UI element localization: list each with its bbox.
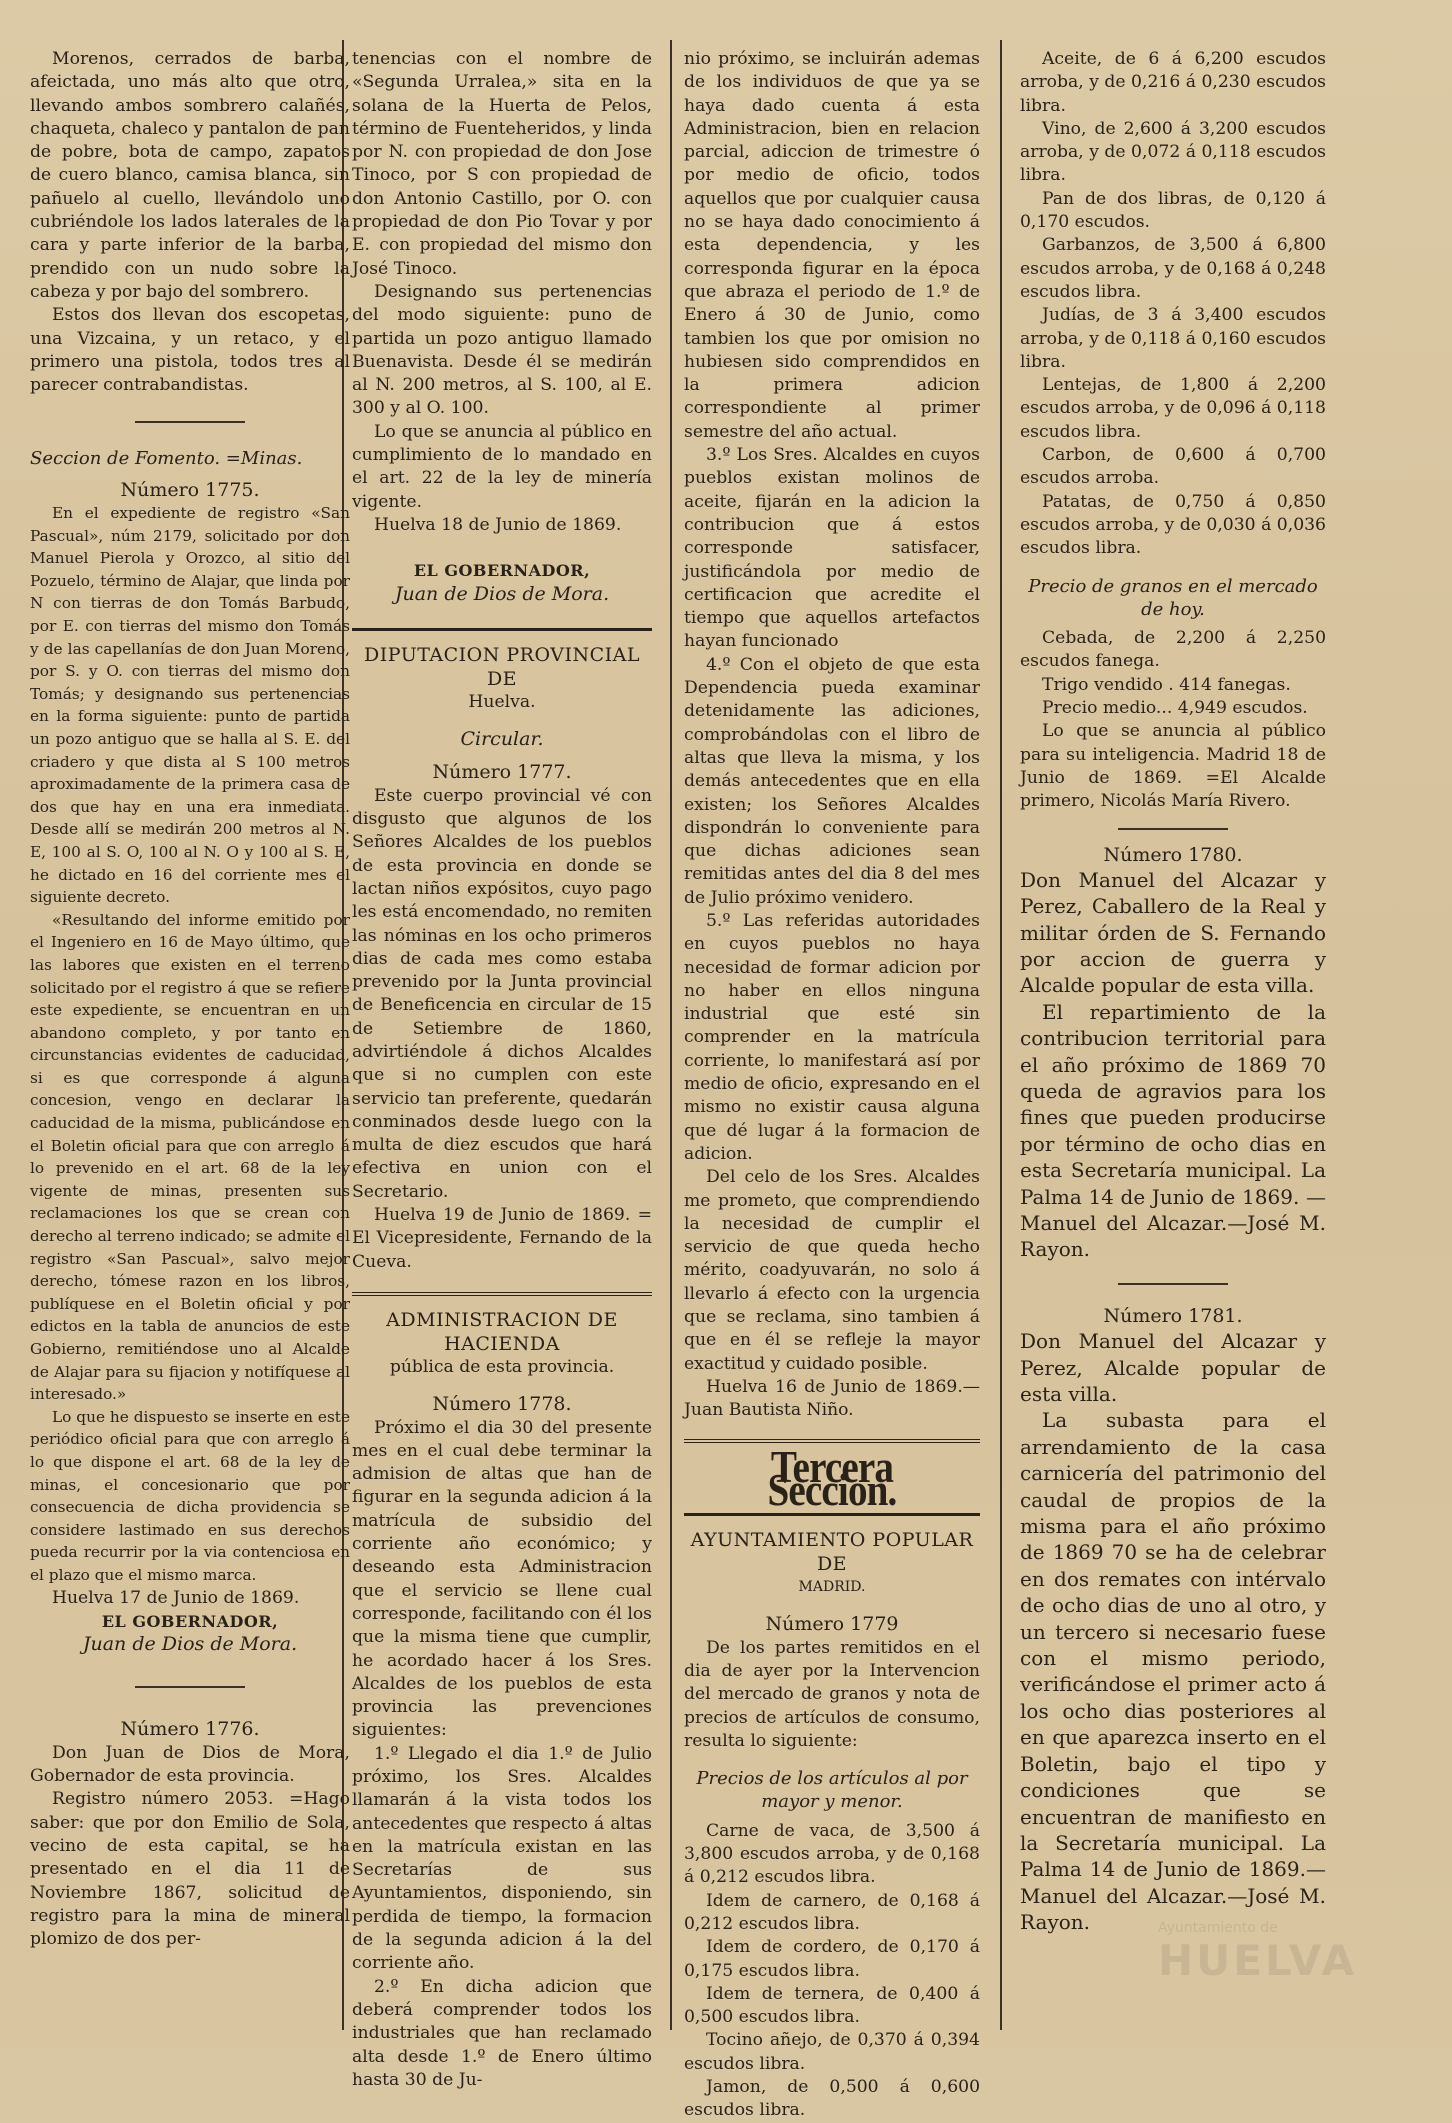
price-item: Vino, de 2,600 á 3,200 escudos arroba, y de 0,072 á 0,118 escudos libra. xyxy=(1020,118,1326,186)
notice-number: Número 1776. xyxy=(120,1718,260,1741)
section-header: AYUNTAMIENTO POPULAR DE xyxy=(690,1529,974,1576)
price-item: Idem de cordero, de 0,170 á 0,175 escudos libra. xyxy=(684,1937,980,1981)
column-divider xyxy=(670,40,672,2030)
date-line: Huelva 17 de Junio de 1869. xyxy=(52,1587,300,1608)
separator xyxy=(352,628,652,631)
paragraph: La subasta para el arrendamiento de la casa carnicería del patrimonio del caudal de propios de la misma para el año próximo de 1869 70 se ha de celebrar en dos remates con intérvalo de ocho dias de uno al otro, y un tercero si necesario fuese con el mismo periodo, verificándose el primer acto á los ocho dias posteriores al en que aparezca inserto en el Boletin, bajo el tipo y condiciones que se encuentran de manifiesto en la Secretaría municipal. La Palma 14 de Junio de 1869.—Manuel del Alcazar.—José M. Rayon. xyxy=(1020,1408,1326,1935)
date-line: Huelva 19 de Junio de 1869. = El Vicepresidente, Fernando de la Cueva. xyxy=(352,1205,652,1272)
signature-title: EL GOBERNADOR, xyxy=(101,1611,279,1631)
subheading: Precio de granos en el mercado de hoy. xyxy=(1028,575,1318,620)
paragraph: Próximo el dia 30 del presente mes en el cual debe terminar la admision de altas que han de figurar en la segunda adicion á la matrícula de subsidio del corriente año económico; y deseando esta Administracion que el servicio se llene cual corresponde, facilitando con él los que la misma tiene que cumplir, he acordado hacer á los Sres. Alcaldes de los pueblos de esta provincia las prevenciones siguientes: xyxy=(352,1417,652,1741)
price-item: Idem de ternera, de 0,400 á 0,500 escudos libra. xyxy=(684,1983,980,2028)
paragraph: 2.º En dicha adicion que deberá comprender todos los industriales que han reclamado alta desde 1.º de Enero último hasta 30 de Ju- xyxy=(352,1976,652,2090)
notice-number: Número 1777. xyxy=(432,761,572,784)
paragraph: Registro número 2053. =Hago saber: que por don Emilio de Sola, vecino de esta capital, se ha presentado en el dia 11 de Noviembre 1867, solicitud de registro para la mina de mineral plomizo de dos per- xyxy=(30,1789,350,1950)
subheading: Circular. xyxy=(460,728,544,751)
section-header: ADMINISTRACION DE HACIENDA xyxy=(386,1308,618,1355)
price-item: Cebada, de 2,200 á 2,250 escudos fanega. xyxy=(1020,628,1326,672)
paragraph: El repartimiento de la contribucion territorial para el año próximo de 1869 70 queda de agravios para los fines que pueden producirse por término de ocho dias en esta Secretaría municipal. La Palma 14 de Junio de 1869. —Manuel del Alcazar.—José M. Rayon. xyxy=(1020,999,1326,1262)
notice-number: Número 1781. xyxy=(1103,1304,1243,1327)
paragraph: En el expediente de registro «San Pascual», núm 2179, solicitado por don Manuel Pierola y Orozco, al sitio del Pozuelo, término de Alajar, que linda por N con tierras de don Tomás Barbudo, por E. con tierras del mismo don Tomás y de las capellanías de don Juan Moreno, por S. y O. con tierras del mismo don Tomás; y designando sus pertenencias en la forma siguiente: punto de partida un pozo antiguo que se halla al S. E. del criadero y que dista al S 100 metros aproximadamente de la primera casa de dos que hay en una era inmediata. Desde allí se medirán 200 metros al N. E, 100 al S. O, 100 al N. O y 100 al S. E, he dictado en 16 del corriente mes el siguiente decreto. xyxy=(30,504,350,907)
column-4 xyxy=(1020,48,1326,2038)
separator xyxy=(135,1686,245,1688)
column-3 xyxy=(684,48,980,2121)
price-item: Carbon, de 0,600 á 0,700 escudos arroba. xyxy=(1020,445,1326,489)
signature-name: Juan de Dios de Mora. xyxy=(82,1633,298,1656)
paragraph: Morenos, cerrados de barba, afeictada, uno más alto que otro, llevando ambos sombrero calañés, chaqueta, chaleco y pantalon de pan de pobre, bota de campo, zapatos de cuero blanco, camisa blanca, sin pañuelo al cuello, llevándolo uno cubriéndole los lados laterales de la cara y parte inferior de la barba, prendido con un nudo sobre la cabeza y por bajo del sombrero. xyxy=(30,49,350,302)
paragraph: nio próximo, se incluirán ademas de los individuos de que ya se haya dado cuenta á esta Administracion, bien en relacion parcial, adiccion de trimestre ó por medio de oficio, todos aquellos que por cualquier causa no se haya dado conocimiento á esta dependencia, y les corresponda figurar en la época que abraza el periodo de 1.º de Enero á 30 de Junio, como tambien los que por omision no hubiesen sido comprendidos en la primera adicion correspondiente al primer semestre del año actual. xyxy=(684,49,980,442)
separator xyxy=(1118,828,1228,830)
section-heading: Seccion de Fomento. =Minas. xyxy=(30,448,303,470)
paragraph: 3.º Los Sres. Alcaldes en cuyos pueblos existan molinos de aceite, fijarán en la adicion la contribucion que á estos corresponde satisfacer, justificándola por medio de certificacion que acredite el tiempo que aquellos artefactos hayan funcionado xyxy=(684,445,980,652)
watermark-line: Ayuntamiento de xyxy=(1158,1920,1278,1936)
separator xyxy=(135,421,245,423)
signature-name: Juan de Dios de Mora. xyxy=(394,582,610,605)
price-item: Garbanzos, de 3,500 á 6,800 escudos arroba, y de 0,168 á 0,248 escudos libra. xyxy=(1020,235,1326,302)
paragraph: Lo que he dispuesto se inserte en este periódico oficial para que con arreglo á lo que dispone el art. 68 de la ley de minas, el concesionario que por consecuencia de dicha providencia se considere lastimado en sus derechos pueda recurrir por la via contenciosa en el plazo que el mismo marca. xyxy=(30,1407,350,1584)
price-item: Lentejas, de 1,800 á 2,200 escudos arroba, y de 0,096 á 0,118 escudos libra. xyxy=(1020,375,1326,442)
paragraph: Don Juan de Dios de Mora, Gobernador de esta provincia. xyxy=(30,1742,350,1787)
paragraph: Lo que se anuncia al público para su inteligencia. Madrid 18 de Junio de 1869. =El Alcalde primero, Nicolás María Rivero. xyxy=(1020,721,1326,812)
notice-number: Número 1778. xyxy=(432,1393,572,1416)
separator xyxy=(1118,1283,1228,1285)
paragraph: «Resultando del informe emitido por el Ingeniero en 16 de Mayo último, que las labores que existen en el terreno solicitado por el registro á que se refiere este expediente, se encuentran en un abandono completo, y por tanto en circunstancias evidentes de caducidad, si es que corresponde á alguna concesion, vengo en declarar la caducidad de la misma, publicándose en el Boletin oficial para que con arreglo á lo prevenido en el art. 68 de la ley vigente de minas, presenten sus reclamaciones los que se crean con derecho al terreno indicado; se admite el registro «San Pascual», salvo mejor derecho, tómese razon en los libros, publíquese en el Boletin oficial y por edictos en la tabla de anuncios de este Gobierno, remitiéndose uno al Alcalde de Alajar para su fijacion y notifíquese al interesado.» xyxy=(30,910,350,1404)
price-item: Aceite, de 6 á 6,200 escudos arroba, y de 0,216 á 0,230 escudos libra. xyxy=(1020,49,1326,116)
notice-number: Número 1779 xyxy=(765,1613,899,1636)
paragraph: Lo que se anuncia al público en cumplimiento de lo mandado en el art. 22 de la ley de minería vigente. xyxy=(352,421,652,512)
section-header: pública de esta provincia. xyxy=(389,1356,615,1377)
date-line: Huelva 16 de Junio de 1869.— Juan Bautista Niño. xyxy=(684,1376,980,1421)
price-item: Patatas, de 0,750 á 0,850 escudos arroba, y de 0,030 á 0,036 escudos libra. xyxy=(1020,491,1326,559)
section-header: Huelva. xyxy=(468,691,536,712)
watermark-line: HUELVA xyxy=(1158,1936,1358,1985)
subheading: Precios de los artículos al por mayor y menor. xyxy=(696,1768,968,1813)
paragraph: De los partes remitidos en el dia de ayer por la Intervencion del mercado de granos y nota de precios de artículos de consumo, resulta lo siguiente: xyxy=(684,1637,980,1751)
paragraph: 4.º Con el objeto de que esta Dependencia pueda examinar detenidamente las adiciones, comprobándolas con el libro de altas que lleva la misma, y los demás antecedentes que en ella existen; los Señores Alcaldes dispondrán lo conveniente para que dichas adiciones sean remitidas antes del dia 8 del mes de Julio próximo venidero. xyxy=(684,654,980,908)
price-item: Jamon, de 0,500 á 0,600 escudos libra. xyxy=(684,2077,980,2121)
signature-title: EL GOBERNADOR, xyxy=(413,561,591,581)
date-line: Huelva 18 de Junio de 1869. xyxy=(374,514,622,535)
paragraph: Designando sus pertenencias del modo siguiente: puno de partida un pozo antiguo llamado Buenavista. Desde él se medirán al N. 200 metros, al S. 100, al E. 300 y al O. 100. xyxy=(352,281,652,419)
price-item: Trigo vendido . 414 fanegas. xyxy=(1042,674,1291,695)
separator xyxy=(352,1292,652,1296)
paragraph: tenencias con el nombre de «Segunda Urralea,» sita en la solana de la Huerta de Pelos, término de Fuenteheridos, y linda por N. con propiedad de don Jose Tinoco, por S con propiedad de don Antonio Castillo, por O. con propiedad de don Pio Tovar y por E. con propiedad del mismo don José Tinoco. xyxy=(352,49,652,279)
paragraph: Estos dos llevan dos escopetas, una Vizcaina, y un retaco, y el primero una pistola, todos tres al parecer contrabandistas. xyxy=(30,305,350,396)
column-1 xyxy=(30,48,350,2038)
section-header: DIPUTACION PROVINCIAL DE xyxy=(364,643,640,690)
paragraph: 5.º Las referidas autoridades en cuyos pueblos no haya necesidad de formar adicion por no haber en ellos ninguna industrial que esté sin comprender en la matrícula corriente, lo manifestará así por medio de oficio, expresando en el mismo no existir causa alguna que dé lugar á la formacion de adicion. xyxy=(684,910,980,1164)
price-item: Idem de carnero, de 0,168 á 0,212 escudos libra. xyxy=(684,1890,980,1934)
section-header: MADRID. xyxy=(798,1579,866,1596)
paragraph: Don Manuel del Alcazar y Perez, Caballero de la Real y militar órden de S. Fernando por accion de guerra y Alcalde popular de esta villa. xyxy=(1020,867,1326,998)
price-item: Precio medio... 4,949 escudos. xyxy=(1042,698,1308,719)
price-item: Carne de vaca, de 3,500 á 3,800 escudos arroba, y de 0,168 á 0,212 escudos libra. xyxy=(684,1820,980,1888)
column-2 xyxy=(352,48,652,2090)
paragraph: Don Manuel del Alcazar y Perez, Alcalde popular de esta villa. xyxy=(1020,1329,1326,1406)
price-item: Judías, de 3 á 3,400 escudos arroba, y de 0,118 á 0,160 escudos libra. xyxy=(1020,305,1326,372)
notice-number: Número 1780. xyxy=(1103,843,1243,866)
watermark xyxy=(1158,1920,1357,1985)
column-divider xyxy=(1000,40,1002,2030)
price-item: Pan de dos libras, de 0,120 á 0,170 escudos. xyxy=(1020,188,1326,233)
paragraph: Este cuerpo provincial vé con disgusto que algunos de los Señores Alcaldes de los pueblos de esta provincia en donde se lactan niños expósitos, cuyo pago les está encomendado, no remiten las nóminas en los ocho primeros dias de cada mes como estaba prevenido por la Junta provincial de Beneficencia en circular de 15 de Setiembre de 1860, advirtiéndole á dichos Alcaldes que si no cumplen con este servicio tan preferente, quedarán conminados desde luego con la multa de diez escudos que hará efectiva en union con el Secretario. xyxy=(352,785,652,1202)
paragraph: Del celo de los Sres. Alcaldes me prometo, que comprendiendo la necesidad de cumplir el servicio de que queda hecho mérito, coadyuvarán, no solo á llevarlo á efecto con la urgencia que se reclama, sino tambien á que en él se refleje la mayor exactitud y cuidado posible. xyxy=(684,1167,980,1374)
section-title: Tercera Seccion. xyxy=(767,1440,897,1515)
price-item: Tocino añejo, de 0,370 á 0,394 escudos libra. xyxy=(684,2030,980,2074)
paragraph: 1.º Llegado el dia 1.º de Julio próximo, los Sres. Alcaldes llamarán á la vista todos los antecedentes que respecto á altas en la matrícula existan en las Secretarías de sus Ayuntamientos, disponiendo, sin perdida de tiempo, la formacion de la segunda adicion á la del corriente año. xyxy=(352,1743,652,1974)
notice-number: Número 1775. xyxy=(120,478,260,501)
